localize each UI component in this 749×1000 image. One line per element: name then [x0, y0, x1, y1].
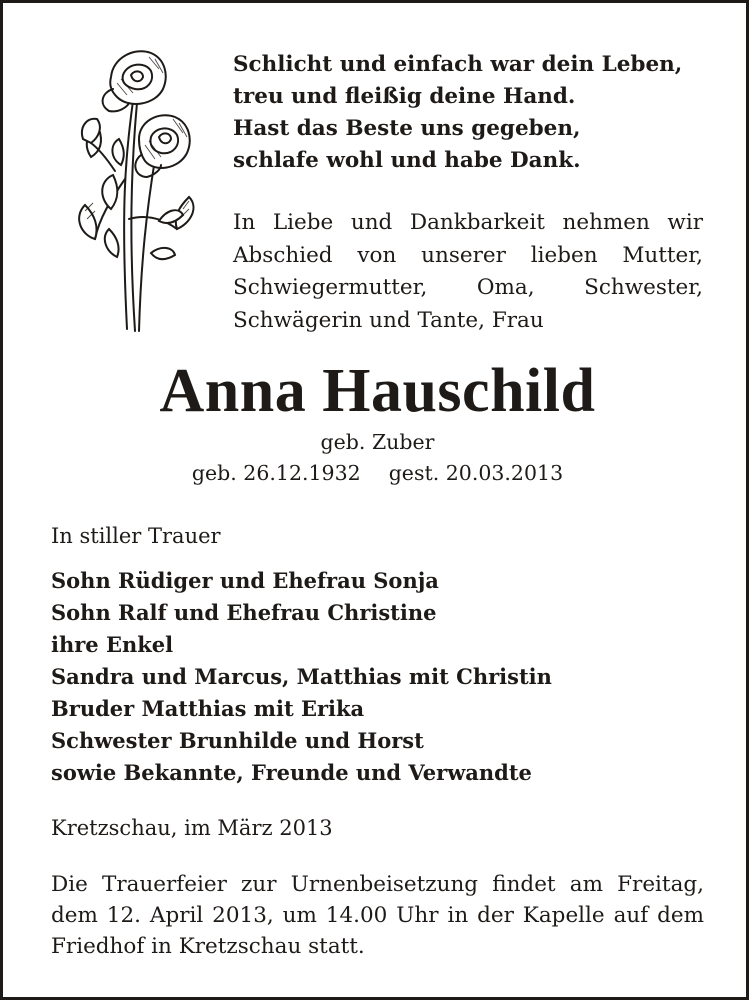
mourning-heading: In stiller Trauer — [51, 524, 221, 548]
mourners-list — [51, 565, 711, 789]
birth-name: geb. Zuber — [320, 430, 435, 454]
mourner-line: Bruder Matthias mit Erika — [51, 696, 365, 721]
intro-text: In Liebe und Dankbarkeit nehmen wir Abschied von unserer lieben Mutter, Schwiegermutter, Oma, Schwester, Schwägerin und Tante, Frau — [233, 210, 703, 333]
poem-line: schlafe wohl und habe Dank. — [233, 148, 581, 173]
poem-line: Schlicht und einfach war dein Leben, — [233, 52, 683, 77]
mourner-line: Sandra und Marcus, Matthias mit Christin — [51, 664, 552, 689]
death-date: gest. 20.03.2013 — [388, 461, 564, 485]
poem — [233, 49, 713, 177]
rose-icon — [55, 39, 205, 339]
place-date: Kretzschau, im März 2013 — [51, 816, 333, 840]
birth-date: geb. 26.12.1932 — [191, 461, 361, 485]
deceased-name: Anna Hauschild — [159, 357, 596, 425]
mourner-line: ihre Enkel — [51, 632, 174, 657]
mourner-line: sowie Bekannte, Freunde und Verwandte — [51, 760, 532, 785]
poem-line: treu und fleißig deine Hand. — [233, 84, 576, 109]
life-dates — [3, 458, 749, 488]
mourner-line: Schwester Brunhilde und Horst — [51, 728, 424, 753]
poem-line: Hast das Beste uns gegeben, — [233, 116, 581, 141]
ceremony-info: Die Trauerfeier zur Urnenbeisetzung findet am Freitag, dem 12. April 2013, um 14.00 Uhr in der Kapelle auf dem Friedhof in Kretzschau statt. — [51, 872, 704, 959]
mourner-line: Sohn Rüdiger und Ehefrau Sonja — [51, 568, 439, 593]
mourner-line: Sohn Ralf und Ehefrau Christine — [51, 600, 437, 625]
